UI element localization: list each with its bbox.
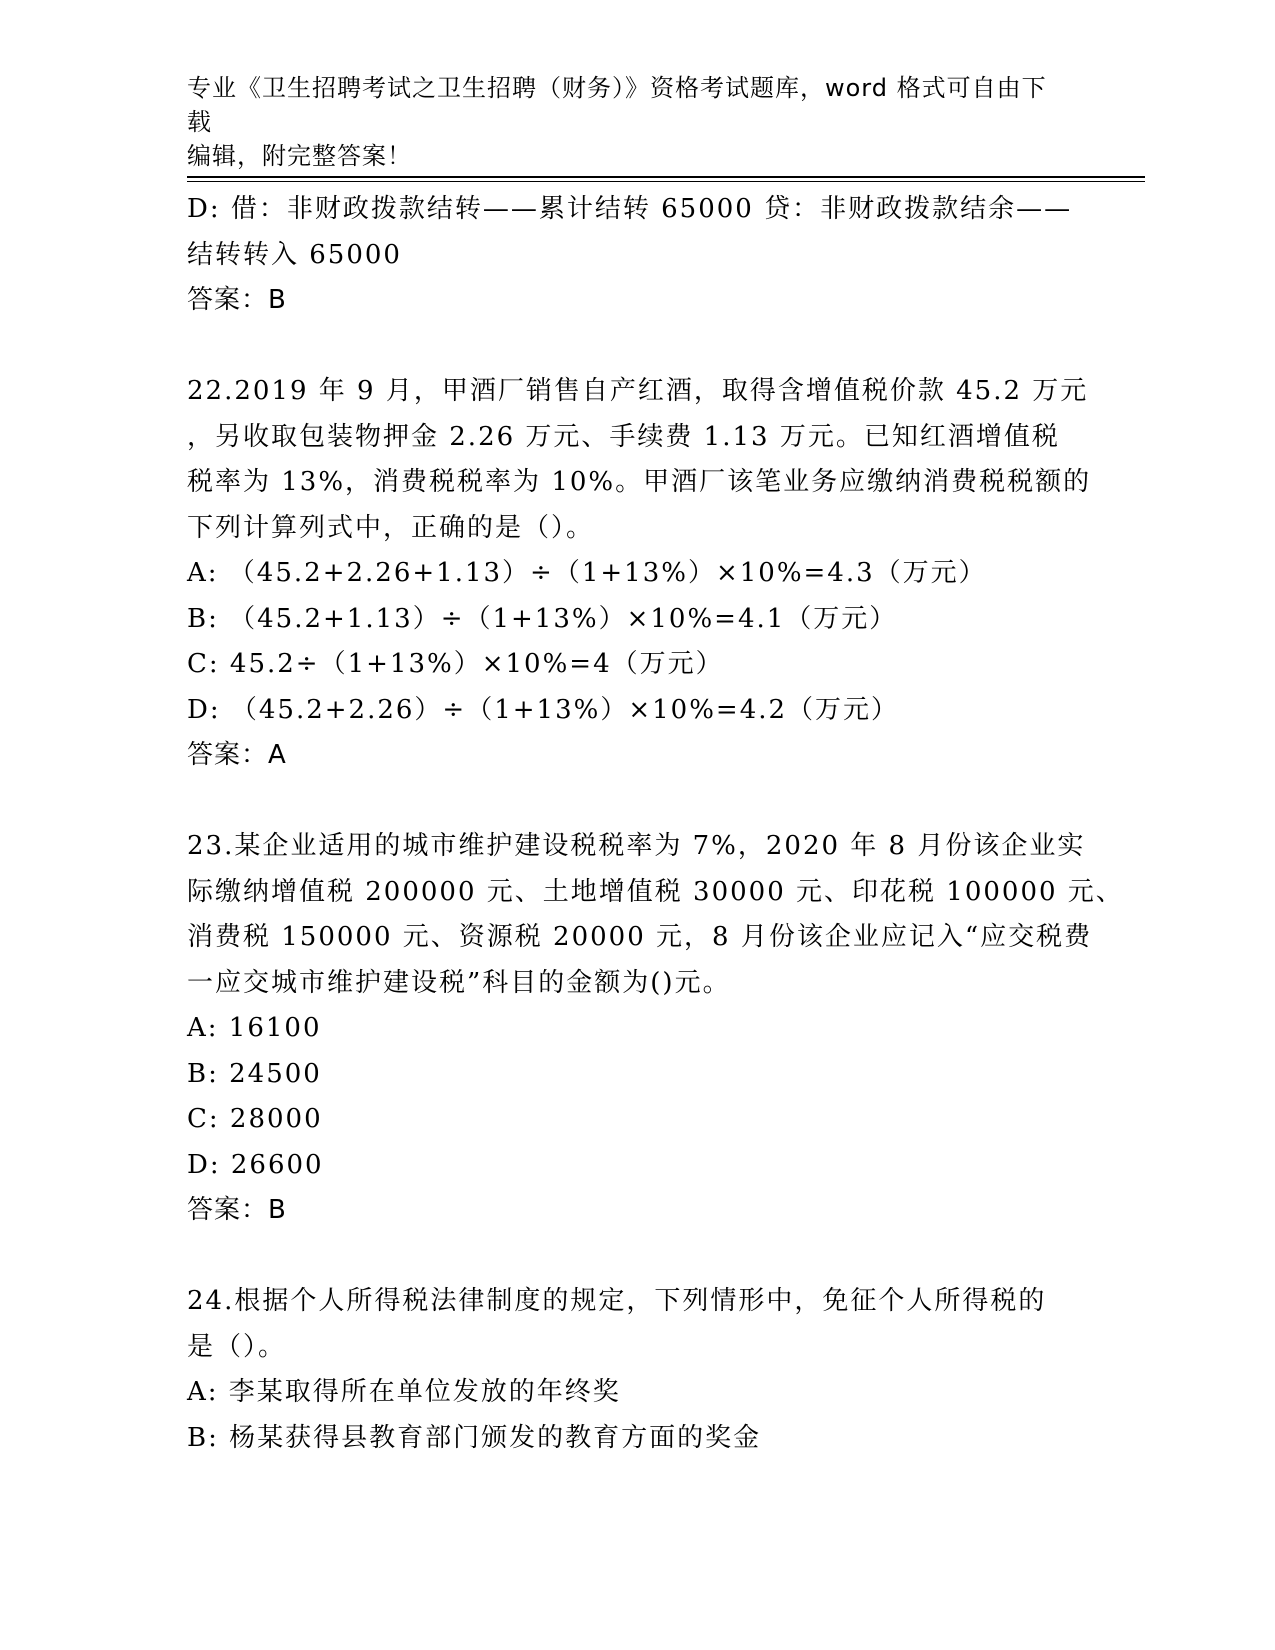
q22-stem-line-4: 下列计算列式中，正确的是（）。 (187, 512, 595, 543)
q23-answer: 答案：B (187, 1195, 287, 1225)
q22-stem-line-3: 税率为 13%，消费税税率为 10%。甲酒厂该笔业务应缴纳消费税税额的 (187, 467, 1092, 497)
q22-stem-line-1: 22.2019 年 9 月，甲酒厂销售自产红酒，取得含增值税价款 45.2 万元 (187, 376, 1089, 406)
q22-option-b: B: （45.2+1.13）÷（1+13%）×10%=4.1（万元） (187, 603, 898, 634)
prev-option-d-line-2: 结转转入 65000 (187, 239, 402, 270)
header-line-1: 专业《卫生招聘考试之卫生招聘（财务）》资格考试题库，word 格式可自由下载 (187, 74, 1047, 136)
q22-option-c: C: 45.2÷（1+13%）×10%=4（万元） (187, 649, 724, 679)
q24-option-b: B: 杨某获得县教育部门颁发的教育方面的奖金 (187, 1422, 762, 1453)
q22-option-a: A: （45.2+2.26+1.13）÷（1+13%）×10%=4.3（万元） (187, 558, 987, 588)
prev-answer: 答案：B (187, 285, 287, 315)
q22-option-d: D: （45.2+2.26）÷（1+13%）×10%=4.2（万元） (187, 694, 900, 725)
header-rule-thick (187, 176, 1145, 178)
header-rule-thin (187, 181, 1145, 182)
q23-option-c: C: 28000 (187, 1104, 323, 1134)
q22-answer: 答案：A (187, 740, 287, 770)
q23-option-b: B: 24500 (187, 1058, 322, 1089)
page-header (187, 71, 1067, 173)
q23-stem-line-2: 际缴纳增值税 200000 元、土地增值税 30000 元、印花税 100000 元、 (187, 876, 1124, 907)
q23-stem-line-4: 一应交城市维护建设税”科目的金额为()元。 (187, 967, 731, 998)
q24-stem-line-2: 是（）。 (187, 1331, 287, 1362)
q23-stem-line-1: 23.某企业适用的城市维护建设税税率为 7%，2020 年 8 月份该企业实 (187, 831, 1086, 861)
q24-option-a: A: 李某取得所在单位发放的年终奖 (187, 1377, 621, 1407)
q23-stem-line-3: 消费税 150000 元、资源税 20000 元，8 月份该企业应记入“应交税费 (187, 922, 1093, 952)
q23-option-d: D: 26600 (187, 1149, 324, 1180)
prev-option-d-line-1: D: 借：非财政拨款结转——累计结转 65000 贷：非财政拨款结余—— (187, 194, 1073, 224)
header-line-2: 编辑，附完整答案！ (187, 142, 412, 170)
q24-stem-line-1: 24.根据个人所得税法律制度的规定，下列情形中，免征个人所得税的 (187, 1286, 1047, 1316)
document-body (187, 187, 1124, 1461)
q22-stem-line-2: ，另收取包装物押金 2.26 万元、手续费 1.13 万元。已知红酒增值税 (187, 421, 1060, 452)
q23-option-a: A: 16100 (187, 1013, 322, 1043)
